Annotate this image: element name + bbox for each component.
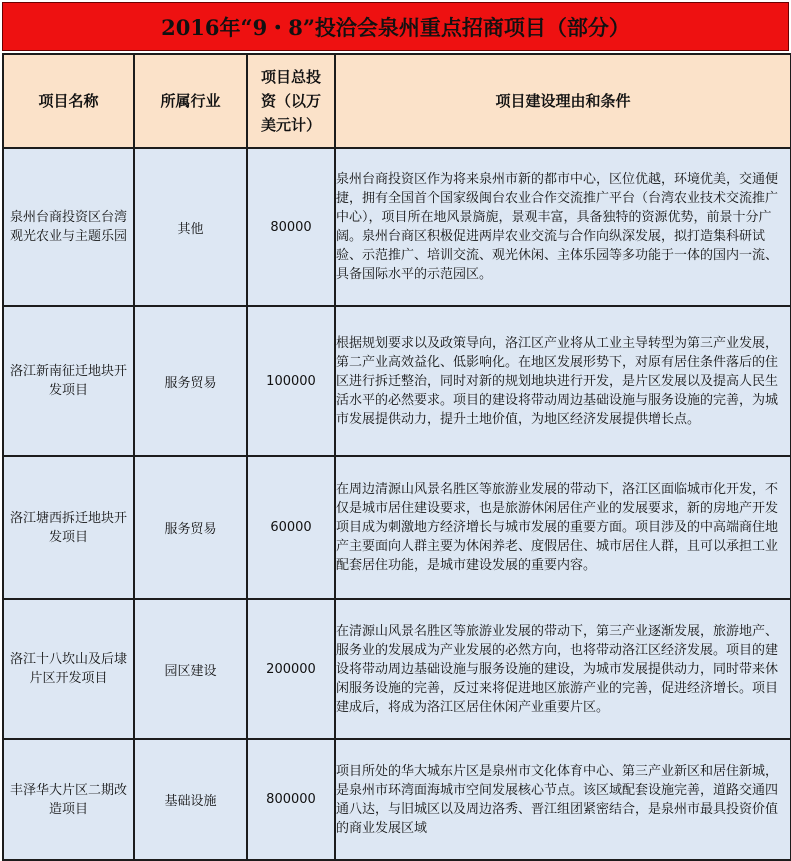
- conditions-cell: 根据规划要求以及政策导向，洛江区产业将从工业主导转型为第三产业发展，第二产业高效益化、低影响化。在地区发展形势下，对原有居住条件落后的住区进行拆迁整治，同时对新的规划地块进行开发，是片区发展以及提高人民生活水平的必然要求。项目的建设将带动周边基础设施与服务设施的完善，为城市发展提供动力，提升土地价值，为地区经济发展提供增长点。: [335, 306, 791, 456]
- investment-cell: 60000: [247, 456, 335, 599]
- header-conditions: 项目建设理由和条件: [335, 54, 791, 148]
- table-title: 2016年“9・8”投洽会泉州重点招商项目（部分）: [2, 2, 789, 51]
- project-name-cell: 泉州台商投资区台湾观光农业与主题乐园: [3, 148, 134, 306]
- investment-cell: 200000: [247, 599, 335, 739]
- header-project-name: 项目名称: [3, 54, 134, 148]
- industry-cell: 园区建设: [134, 599, 247, 739]
- conditions-cell: 在清源山风景名胜区等旅游业发展的带动下，第三产业逐渐发展，旅游地产、服务业的发展成为产业发展的必然方向，也将带动洛江区经济发展。项目的建设将带动周边基础设施与服务设施的建设，为城市发展提供动力，同时带来休闲服务设施的完善，反过来将促进地区旅游产业的完善，促进经济增长。项目建成后，将成为洛江区居住休闲产业重要片区。: [335, 599, 791, 739]
- industry-cell: 基础设施: [134, 739, 247, 860]
- project-name-cell: 丰泽华大片区二期改造项目: [3, 739, 134, 860]
- project-name-cell: 洛江十八坎山及后埭片区开发项目: [3, 599, 134, 739]
- table-row: [3, 739, 791, 860]
- header-industry: 所属行业: [134, 54, 247, 148]
- conditions-cell: 泉州台商投资区作为将来泉州市新的都市中心，区位优越，环境优美，交通便捷，拥有全国首个国家级闽台农业合作交流推广平台（台湾农业技术交流推广中心），项目所在地风景旖旎，景观丰富，具备独特的资源优势，前景十分广阔。泉州台商区积极促进两岸农业交流与合作向纵深发展，拟打造集科研试验、示范推广、培训交流、观光休闲、主体乐园等多功能于一体的国内一流、具备国际水平的示范园区。: [335, 148, 791, 306]
- industry-cell: 其他: [134, 148, 247, 306]
- conditions-cell: 在周边清源山风景名胜区等旅游业发展的带动下，洛江区面临城市化开发，不仅是城市居住建设要求，也是旅游休闲居住产业的发展要求，新的房地产开发项目成为刺激地方经济增长与城市发展的重要方面。项目涉及的中高端商住地产主要面向人群主要为休闲养老、度假居住、城市居住人群，且可以承担工业配套居住功能，是城市建设发展的重要内容。: [335, 456, 791, 599]
- investment-cell: 80000: [247, 148, 335, 306]
- header-row: [3, 54, 791, 148]
- investment-cell: 100000: [247, 306, 335, 456]
- header-investment: 项目总投资（以万美元计）: [247, 54, 335, 148]
- project-name-cell: 洛江塘西拆迁地块开发项目: [3, 456, 134, 599]
- industry-cell: 服务贸易: [134, 456, 247, 599]
- table-row: [3, 148, 791, 306]
- project-name-cell: 洛江新南征迁地块开发项目: [3, 306, 134, 456]
- table-row: [3, 599, 791, 739]
- industry-cell: 服务贸易: [134, 306, 247, 456]
- table-row: [3, 456, 791, 599]
- investment-cell: 800000: [247, 739, 335, 860]
- table-row: [3, 306, 791, 456]
- projects-table: [2, 53, 791, 861]
- conditions-cell: 项目所处的华大城东片区是泉州市文化体育中心、第三产业新区和居住新城，是泉州市环湾面海城市空间发展核心节点。该区域配套设施完善，道路交通四通八达，与旧城区以及周边洛秀、晋江组团紧密结合，是泉州市最具投资价值的商业发展区域: [335, 739, 791, 860]
